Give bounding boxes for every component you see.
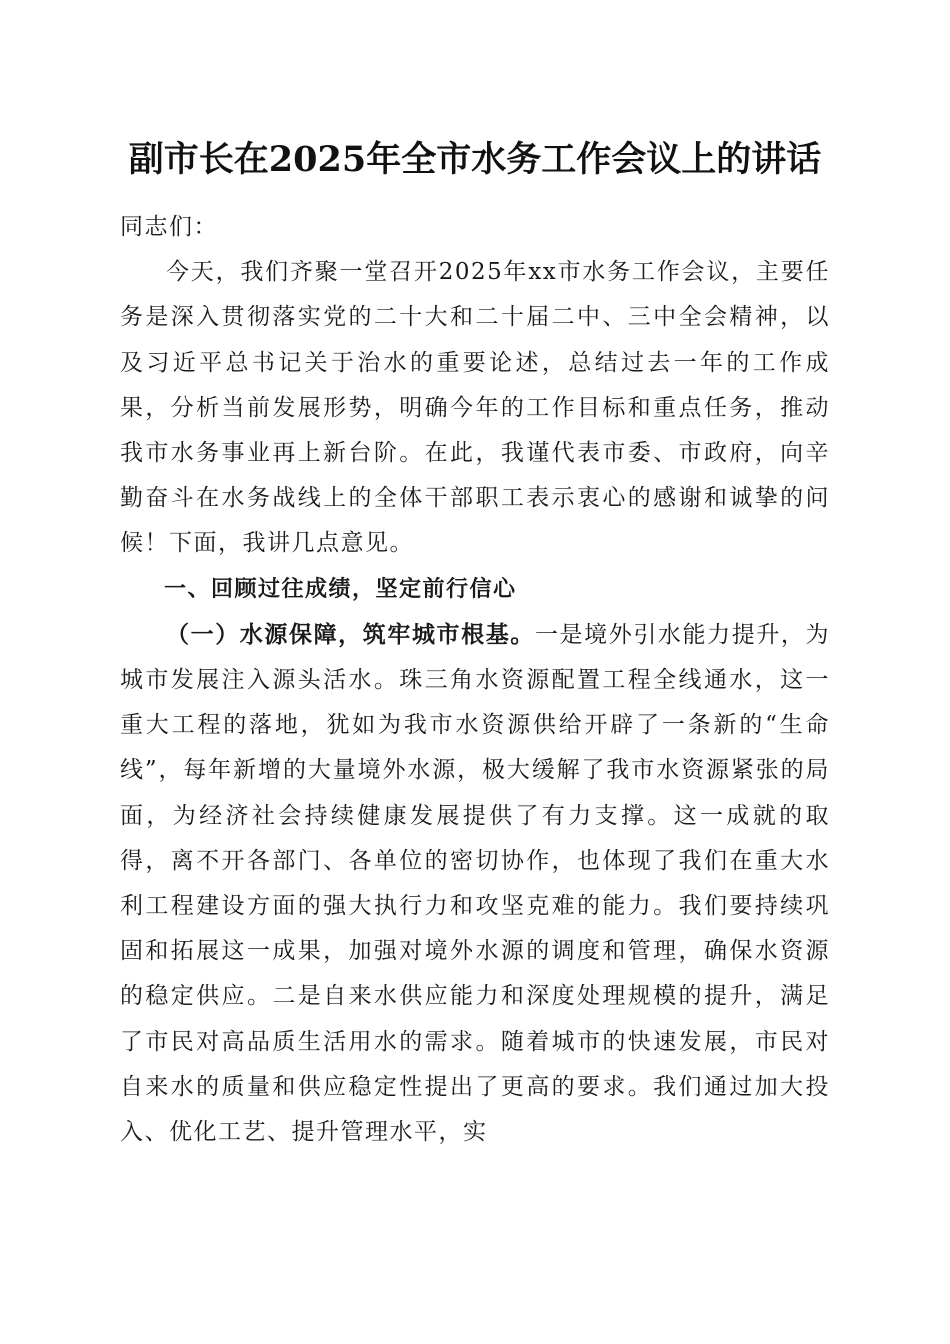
document-body <box>120 205 830 1155</box>
salutation: 同志们： <box>120 214 218 240</box>
section-heading: 一、回顾过往成绩，坚定前行信心 <box>164 576 517 602</box>
subsection-heading: （一）水源保障，筑牢城市根基。 <box>166 620 535 648</box>
subsection-body: 一是境外引水能力提升，为城市发展注入源头活水。珠三角水资源配置工程全线通水，这一重大工程的落地，犹如为我市水资源供给开辟了一条新的“生命线”，每年新增的大量境外水源，极大缓解了我市水资源紧张的局面，为经济社会持续健康发展提供了有力支撑。这一成就的取得，离不开各部门、各单位的密切协作，也体现了我们在重大水利工程建设方面的强大执行力和攻坚克难的能力。我们要持续巩固和拓展这一成果，加强对境外水源的调度和管理，确保水资源的稳定供应。二是自来水供应能力和深度处理规模的提升，满足了市民对高品质生活用水的需求。随着城市的快速发展，市民对自来水的质量和供应稳定性提出了更高的要求。我们通过加大投入、优化工艺、提升管理水平，实 <box>120 621 831 1146</box>
document-title: 副市长在2025年全市水务工作会议上的讲话 <box>128 139 822 180</box>
intro-paragraph: 今天，我们齐聚一堂召开2025年xx市水务工作会议，主要任务是深入贯彻落实党的二十大和二十届二中、三中全会精神，以及习近平总书记关于治水的重要论述，总结过去一年的工作成果，分析当前发展形势，明确今年的工作目标和重点任务，推动我市水务事业再上新台阶。在此，我谨代表市委、市政府，向辛勤奋斗在水务战线上的全体干部职工表示衷心的感谢和诚挚的问候！下面，我讲几点意见。 <box>120 259 830 557</box>
subsection-paragraph <box>120 612 830 1155</box>
